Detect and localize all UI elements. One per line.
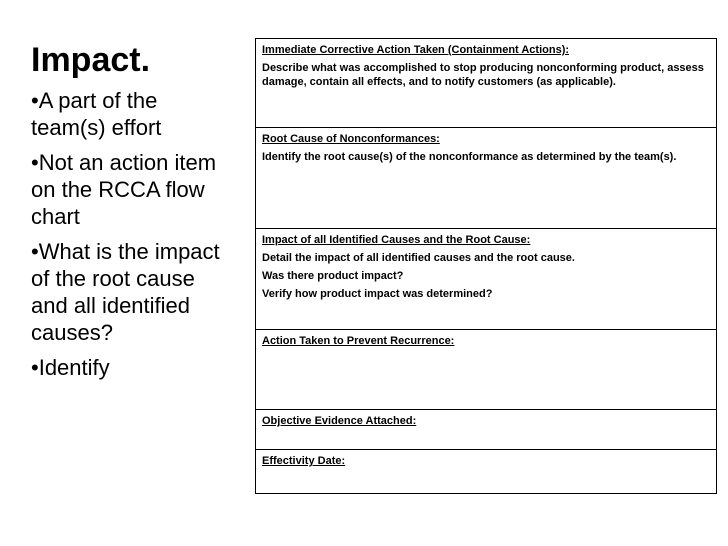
form-section-effectivity-date xyxy=(256,449,716,493)
section-heading: Root Cause of Nonconformances: xyxy=(262,133,440,145)
rcca-form xyxy=(255,38,717,494)
bullet-text: Not an action item on the RCCA flow chart xyxy=(31,150,217,229)
section-heading: Effectivity Date: xyxy=(262,455,346,467)
form-section-containment xyxy=(256,39,716,127)
section-heading: Objective Evidence Attached: xyxy=(262,415,417,427)
section-heading: Immediate Corrective Action Taken (Containment Actions): xyxy=(262,44,570,56)
section-heading: Impact of all Identified Causes and the Root Cause: xyxy=(262,234,531,246)
section-text: Describe what was accomplished to stop producing nonconforming product, assess damage, contain all effects, and to notify customers (as applicable). xyxy=(262,62,704,88)
section-text: Detail the impact of all identified causes and the root cause. xyxy=(262,252,575,264)
bullet-text: What is the impact of the root cause and all identified causes? xyxy=(31,239,220,345)
section-text: Was there product impact? xyxy=(262,270,404,282)
bullet-item: •Identify xyxy=(31,355,110,380)
section-text: Verify how product impact was determined? xyxy=(262,288,493,300)
bullet-item: •A part of the team(s) effort xyxy=(31,88,162,140)
section-text: Identify the root cause(s) of the nonconformance as determined by the team(s). xyxy=(262,151,677,163)
slide-title: Impact. xyxy=(31,41,151,79)
bullet-item: •Not an action item on the RCCA flow chart xyxy=(31,150,217,229)
bullet-text: Identify xyxy=(38,355,110,380)
slide-text-panel xyxy=(31,40,231,389)
form-section-objective-evidence xyxy=(256,409,716,449)
bullet-item: •What is the impact of the root cause and all identified causes? xyxy=(31,239,220,345)
form-section-impact xyxy=(256,228,716,329)
form-section-root-cause xyxy=(256,127,716,228)
section-heading: Action Taken to Prevent Recurrence: xyxy=(262,335,455,347)
bullet-text: A part of the team(s) effort xyxy=(31,88,162,140)
form-section-prevent-recurrence xyxy=(256,329,716,409)
